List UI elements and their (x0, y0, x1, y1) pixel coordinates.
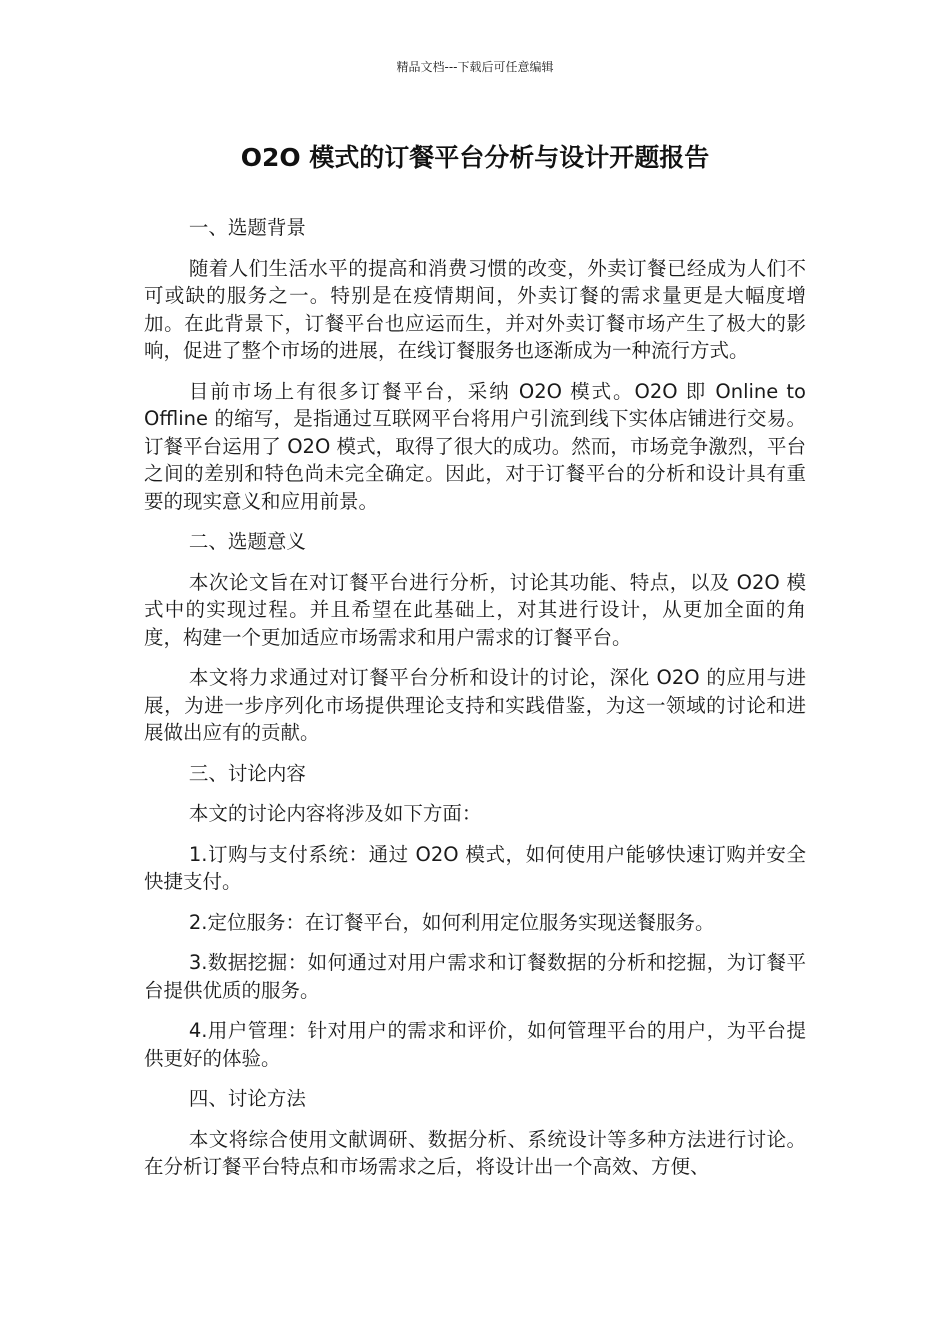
list-item: 4.用户管理：针对用户的需求和评价，如何管理平台的用户，为平台提供更好的体验。 (144, 1019, 806, 1070)
paragraph: 本次论文旨在对订餐平台进行分析，讨论其功能、特点，以及 O2O 模式中的实现过程。并且希望在此基础上，对其进行设计，从更加全面的角度，构建一个更加适应市场需求和用户需求的订餐平台。 (144, 570, 806, 649)
paragraph: 本文将综合使用文献调研、数据分析、系统设计等多种方法进行讨论。在分析订餐平台特点和市场需求之后，将设计出一个高效、方便、 (144, 1127, 806, 1178)
document-body (144, 214, 806, 1194)
section-method (144, 1085, 806, 1181)
section-heading: 二、选题意义 (188, 530, 306, 553)
section-background (144, 214, 806, 515)
list-item: 2.定位服务：在订餐平台，如何利用定位服务实现送餐服务。 (188, 910, 715, 934)
paragraph: 随着人们生活水平的提高和消费习惯的改变，外卖订餐已经成为人们不可或缺的服务之一。特别是在疫情期间，外卖订餐的需求量更是大幅度增加。在此背景下，订餐平台也应运而生，并对外卖订餐市场产生了极大的影响，促进了整个市场的进展，在线订餐服务也逐渐成为一种流行方式。 (144, 256, 806, 362)
document-title: O2O 模式的订餐平台分析与设计开题报告 (240, 143, 710, 172)
paragraph: 本文的讨论内容将涉及如下方面： (188, 802, 482, 825)
paragraph: 目前市场上有很多订餐平台，采纳 O2O 模式。O2O 即 Online to Offline 的缩写，是指通过互联网平台将用户引流到线下实体店铺进行交易。订餐平台运用了 O2O 模式，取得了很大的成功。然而，市场竞争激烈，平台之间的差别和特色尚未完全确定。因此，对于订餐平台的分析和设计具有重要的现实意义和应用前景。 (144, 379, 806, 513)
section-heading: 四、讨论方法 (188, 1087, 306, 1110)
section-content (144, 760, 806, 1073)
list-item: 1.订购与支付系统：通过 O2O 模式，如何使用户能够快速订购并安全快捷支付。 (144, 842, 806, 893)
section-heading: 一、选题背景 (188, 216, 306, 239)
section-heading: 三、讨论内容 (188, 761, 306, 785)
section-significance (144, 528, 806, 747)
list-item: 3.数据挖掘：如何通过对用户需求和订餐数据的分析和挖掘，为订餐平台提供优质的服务。 (144, 951, 806, 1002)
header-note: 精品文档---下载后可任意编辑 (396, 60, 554, 74)
paragraph: 本文将力求通过对订餐平台分析和设计的讨论，深化 O2O 的应用与进展，为进一步序列化市场提供理论支持和实践借鉴，为这一领域的讨论和进展做出应有的贡献。 (144, 666, 806, 744)
